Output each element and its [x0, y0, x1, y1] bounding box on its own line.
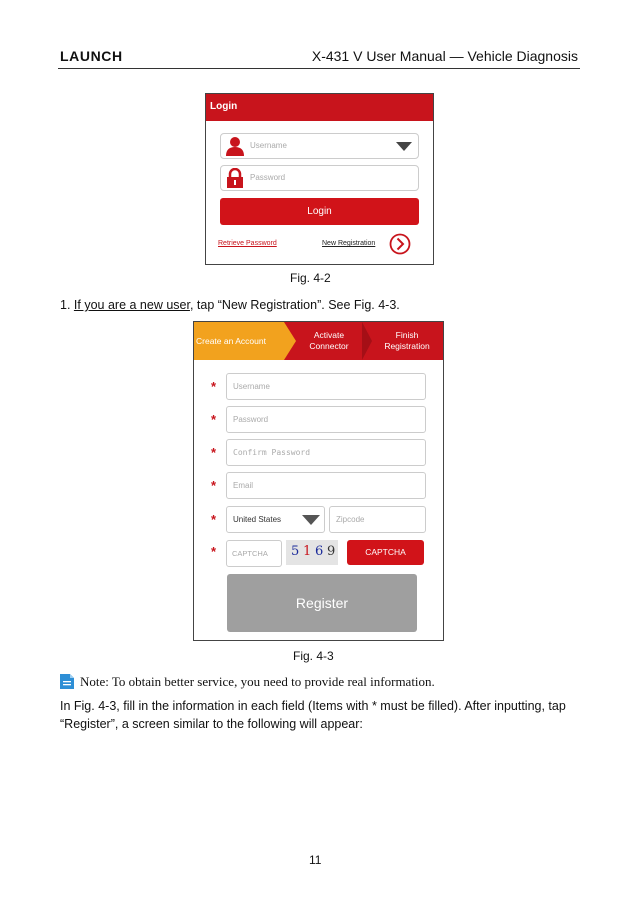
- password-placeholder: Password: [250, 173, 286, 182]
- required-mark: *: [211, 379, 217, 394]
- login-screenshot: [205, 93, 434, 265]
- instruction-text: , tap “New Registration”. See Fig. 4-3.: [189, 298, 400, 312]
- new-registration-link[interactable]: New Registration: [322, 240, 376, 247]
- captcha-digit: 5: [291, 544, 300, 559]
- header-title: X-431 V User Manual — Vehicle Diagnosis: [311, 48, 578, 64]
- zipcode-placeholder: Zipcode: [336, 515, 365, 524]
- reg-email-field[interactable]: [226, 472, 426, 499]
- required-mark: *: [211, 412, 217, 427]
- reg-confirm-placeholder: Confirm Password: [233, 448, 311, 457]
- reg-username-placeholder: Username: [233, 382, 270, 391]
- username-placeholder: Username: [250, 141, 287, 150]
- page-number: 11: [309, 853, 322, 867]
- instruction-new-user: [60, 298, 400, 312]
- step-arrow: [284, 322, 296, 360]
- user-icon: [225, 136, 245, 156]
- instruction-after-fill: In Fig. 4-3, fill in the information in each field (Items with * must be filled). After inputting, tap “Register”, a screen similar to the following will appear:: [60, 699, 566, 731]
- captcha-digit: 9: [327, 544, 336, 559]
- dropdown-arrow-icon[interactable]: [396, 142, 412, 151]
- required-mark: *: [211, 544, 217, 559]
- step-activate-connector-label: Activate Connector: [309, 330, 349, 351]
- list-number: 1.: [60, 298, 74, 312]
- login-title: Login: [210, 101, 238, 112]
- required-mark: *: [211, 445, 217, 460]
- reg-confirm-password-field[interactable]: [226, 439, 426, 466]
- country-select[interactable]: [226, 506, 325, 533]
- registration-progress-bar: [194, 322, 443, 360]
- lock-icon: [225, 168, 245, 188]
- new-user-emphasis: If you are a new user: [73, 298, 190, 312]
- login-button[interactable]: Login: [220, 198, 419, 225]
- header-divider: [58, 68, 580, 69]
- dropdown-arrow-icon[interactable]: [302, 515, 320, 525]
- country-value: United States: [233, 515, 282, 524]
- note-text: Note: To obtain better service, you need to provide real information.: [80, 674, 435, 689]
- reg-username-field[interactable]: [226, 373, 426, 400]
- login-title-bar: [206, 94, 433, 121]
- reg-email-placeholder: Email: [233, 481, 254, 490]
- register-button[interactable]: Register: [227, 574, 417, 632]
- registration-screenshot: [193, 321, 444, 641]
- captcha-digit: 6: [315, 544, 324, 559]
- retrieve-password-link[interactable]: Retrieve Password: [218, 240, 277, 247]
- zipcode-field[interactable]: [329, 506, 426, 533]
- note-icon: [60, 674, 74, 689]
- reg-password-placeholder: Password: [233, 415, 269, 424]
- captcha-image: [286, 540, 338, 565]
- required-mark: *: [211, 478, 217, 493]
- captcha-placeholder: CAPTCHA: [232, 549, 268, 558]
- reg-password-field[interactable]: [226, 406, 426, 433]
- step-finish-registration-label: Finish Registration: [384, 330, 430, 351]
- captcha-digit: 1: [303, 544, 312, 559]
- required-mark: *: [211, 512, 217, 527]
- header-brand: LAUNCH: [60, 48, 123, 64]
- password-field[interactable]: [220, 165, 419, 191]
- figure-caption-4-2: Fig. 4-2: [290, 271, 331, 285]
- chevron-right-circle-icon[interactable]: [389, 233, 411, 255]
- captcha-button[interactable]: CAPTCHA: [347, 540, 424, 565]
- figure-caption-4-3: Fig. 4-3: [293, 649, 334, 663]
- captcha-input[interactable]: [226, 540, 282, 567]
- step-arrow: [362, 322, 372, 360]
- step-create-account-label: Create an Account: [196, 336, 266, 346]
- username-field[interactable]: [220, 133, 419, 159]
